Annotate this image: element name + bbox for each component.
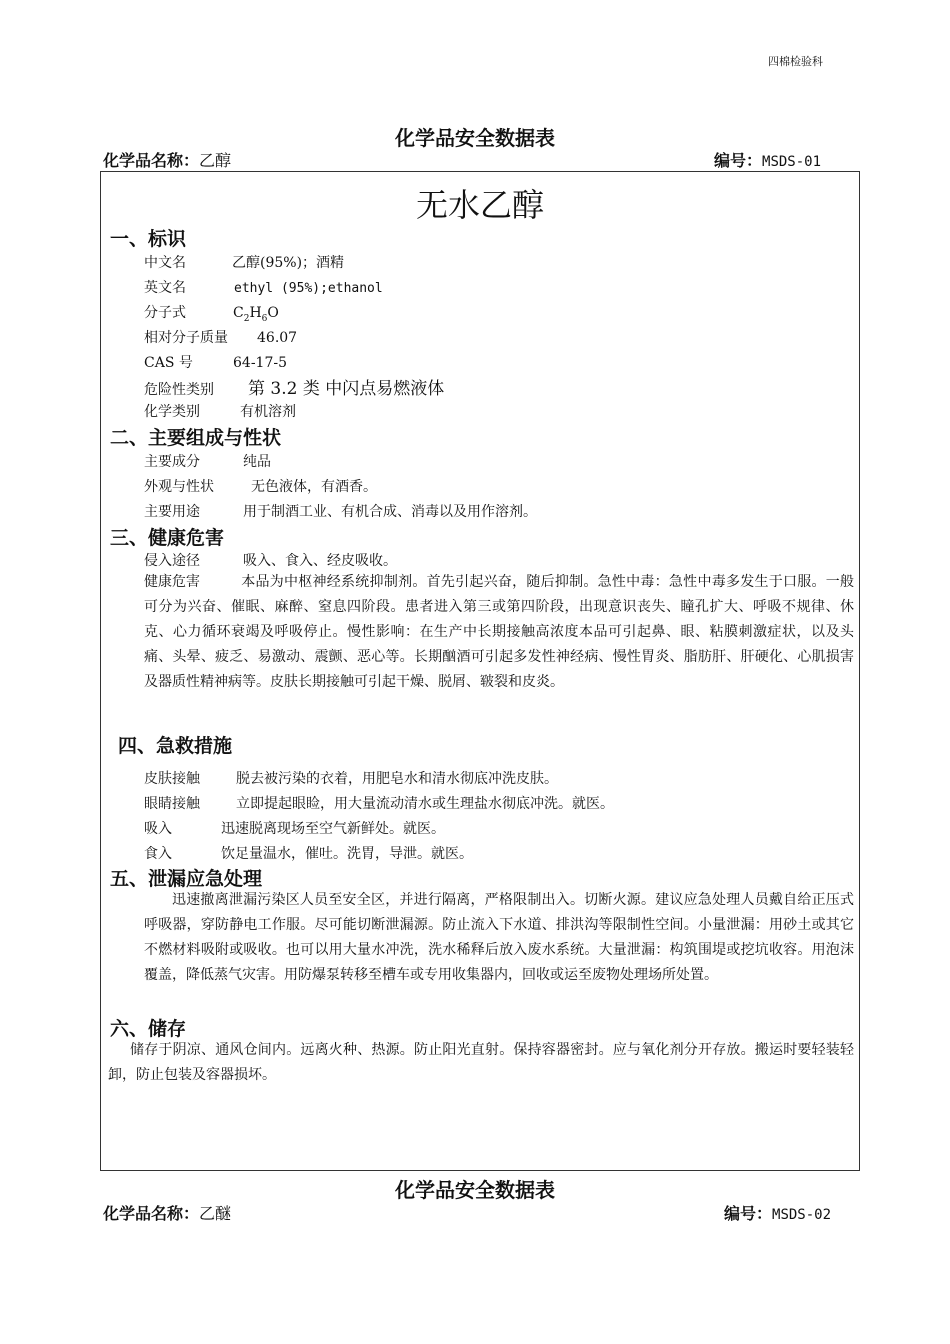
- inhalation-row: [144, 818, 445, 838]
- skin-contact-value: 脱去被污染的衣着，用肥皂水和清水彻底冲洗皮肤。: [236, 771, 558, 787]
- hazard-class-value: 第 3.2 类 中闪点易燃液体: [248, 379, 445, 399]
- main-component-value: 纯品: [243, 454, 271, 470]
- department-label: 四棉检验科: [768, 55, 823, 68]
- eye-contact-row: [144, 793, 614, 813]
- skin-contact-row: [144, 768, 558, 788]
- next-sheet-code-label: 编号：: [724, 1204, 773, 1223]
- main-use-row: [144, 501, 537, 521]
- sheet-code-value: MSDS-01: [762, 154, 822, 170]
- inhalation-value: 迅速脱离现场至空气新鲜处。就医。: [221, 821, 445, 837]
- sheet-code-label: 编号：: [714, 151, 763, 170]
- next-sheet-code-line: [724, 1201, 831, 1224]
- next-sheet-header-title: 化学品安全数据表: [395, 1178, 555, 1202]
- en-name-value: ethyl (95%);ethanol: [234, 281, 383, 296]
- sheet-code-line: [714, 148, 821, 171]
- eye-contact-value: 立即提起眼睑，用大量流动清水或生理盐水彻底冲洗。就医。: [236, 796, 614, 812]
- main-use-value: 用于制酒工业、有机合成、消毒以及用作溶剂。: [243, 504, 537, 520]
- cas-value: 64-17-5: [233, 355, 287, 371]
- section-leak-handling-heading: 五、泄漏应急处理: [110, 868, 263, 890]
- sheet-header-title: 化学品安全数据表: [395, 126, 555, 150]
- chemical-name-line: [103, 148, 231, 171]
- next-sheet-code-value: MSDS-02: [772, 1207, 832, 1223]
- skin-contact-label: 皮肤接触: [144, 771, 200, 787]
- leak-handling-paragraph: 迅速撤离泄漏污染区人员至安全区，并进行隔离，严格限制出入。切断火源。建议应急处理人员戴自给正压式呼吸器，穿防静电工作服。尽可能切断泄漏源。防止流入下水道、排洪沟等限制性空间。小量泄漏：用砂土或其它不燃材料吸附或吸收。也可以用大量水冲洗，洗水稀释后放入废水系统。大量泄漏：构筑围堤或挖坑收容。用泡沫覆盖，降低蒸气灾害。用防爆泵转移至槽车或专用收集器内，回收或运至废物处理场所处置。: [144, 892, 854, 983]
- en-name-row: [144, 277, 383, 297]
- appearance-row: [144, 476, 377, 496]
- ingestion-row: [144, 843, 473, 863]
- storage-paragraph: 储存于阴凉、通风仓间内。远离火种、热源。防止阳光直射。保持容器密封。应与氧化剂分开存放。搬运时要轻装轻卸，防止包装及容器损坏。: [108, 1042, 854, 1083]
- eye-contact-label: 眼睛接触: [144, 796, 200, 812]
- cas-label: CAS 号: [144, 355, 193, 371]
- cn-name-label: 中文名: [144, 255, 186, 271]
- hazard-class-row: [144, 374, 444, 399]
- next-chemical-name-value: 乙醚: [199, 1204, 232, 1223]
- formula-row: [144, 302, 279, 324]
- formula-label: 分子式: [144, 305, 186, 321]
- section-identification-heading: 一、标识: [110, 228, 187, 250]
- next-chemical-name-label: 化学品名称：: [103, 1204, 200, 1223]
- chemical-class-label: 化学类别: [144, 404, 200, 420]
- health-hazard-paragraph: [144, 570, 854, 695]
- cn-name-value: 乙醇(95%)；酒精: [232, 255, 345, 271]
- chemical-name-label: 化学品名称：: [103, 151, 200, 170]
- main-component-label: 主要成分: [144, 454, 200, 470]
- molecular-weight-row: [144, 327, 297, 347]
- appearance-label: 外观与性状: [144, 479, 214, 495]
- cas-row: [144, 352, 287, 372]
- section-first-aid-heading: 四、急救措施: [118, 735, 233, 757]
- main-use-label: 主要用途: [144, 504, 200, 520]
- section-health-hazard-heading: 三、健康危害: [110, 527, 225, 549]
- chemical-name-value: 乙醇: [199, 151, 232, 170]
- en-name-label: 英文名: [144, 280, 186, 296]
- route-value: 吸入、食入、经皮吸收。: [243, 553, 397, 569]
- section-composition-heading: 二、主要组成与性状: [110, 427, 282, 449]
- next-chemical-name-line: [103, 1201, 231, 1224]
- chemical-class-row: [144, 401, 296, 421]
- section-storage-heading: 六、储存: [110, 1018, 187, 1040]
- inhalation-label: 吸入: [144, 821, 172, 837]
- msds-sheet: [100, 171, 860, 1171]
- molecular-weight-label: 相对分子质量: [144, 330, 228, 346]
- formula-value: $C_2H_6O$: [233, 305, 279, 324]
- route-label: 侵入途径: [144, 553, 200, 569]
- main-component-row: [144, 451, 271, 471]
- appearance-value: 无色液体，有酒香。: [251, 479, 377, 495]
- cn-name-row: [144, 252, 344, 272]
- route-row: [144, 550, 397, 570]
- chemical-class-value: 有机溶剂: [240, 404, 296, 420]
- document-title: 无水乙醇: [415, 186, 544, 224]
- ingestion-value: 饮足量温水，催吐。洗胃，导泄。就医。: [221, 846, 473, 862]
- health-hazard-text: 本品为中枢神经系统抑制剂。首先引起兴奋，随后抑制。急性中毒：急性中毒多发生于口服。一般可分为兴奋、催眠、麻醉、窒息四阶段。患者进入第三或第四阶段，出现意识丧失、瞳孔扩大、呼吸不规律、休克、心力循环衰竭及呼吸停止。慢性影响：在生产中长期接触高浓度本品可引起鼻、眼、粘膜刺激症状，以及头痛、头晕、疲乏、易激动、震颤、恶心等。长期酗酒可引起多发性神经病、慢性胃炎、脂肪肝、肝硬化、心肌损害及器质性精神病等。皮肤长期接触可引起干燥、脱屑、皲裂和皮炎。: [144, 574, 854, 690]
- health-hazard-label: 健康危害: [144, 574, 200, 590]
- molecular-weight-value: 46.07: [257, 330, 298, 346]
- ingestion-label: 食入: [144, 846, 172, 862]
- hazard-class-label: 危险性类别: [144, 382, 214, 398]
